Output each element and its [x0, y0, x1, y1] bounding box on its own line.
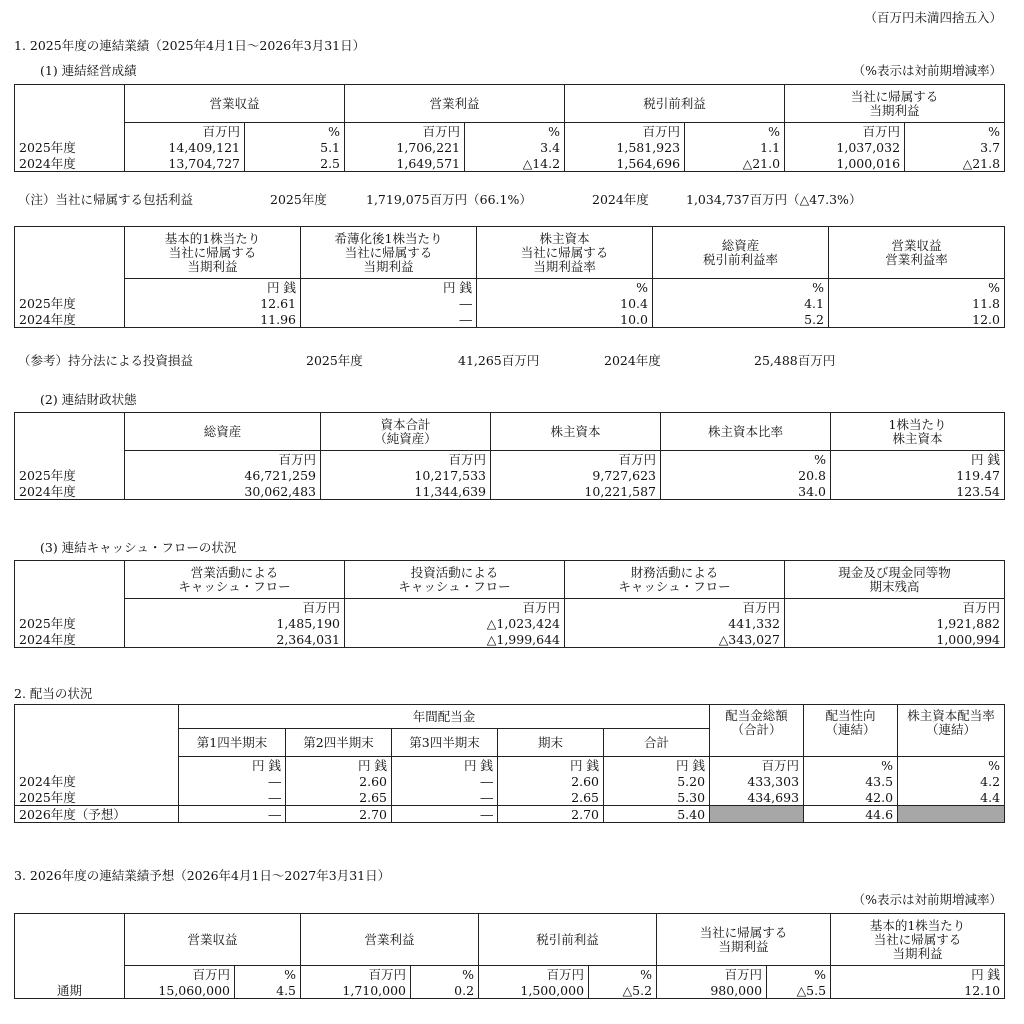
value-cell: △1,023,424 — [345, 615, 565, 631]
operating-results-table — [14, 84, 1005, 172]
value-cell: 5.30 — [604, 789, 710, 806]
col-header: 当社に帰属する 当期利益 — [785, 85, 1005, 123]
row-label: 通期 — [15, 982, 125, 999]
col-header: 営業収益 — [125, 914, 301, 966]
col-header: 株主資本 — [491, 413, 661, 451]
value-cell: ― — [392, 806, 498, 823]
note-value: 1,719,075百万円（66.1%） — [366, 192, 532, 207]
shaded-cell — [710, 806, 804, 823]
unit-cell: % — [905, 123, 1005, 140]
value-cell: 433,303 — [710, 773, 804, 789]
value-cell: 14,409,121 — [125, 139, 245, 155]
col-header: 税引前利益 — [479, 914, 657, 966]
row-label: 2024年度 — [15, 631, 125, 648]
shaded-cell — [898, 806, 1005, 823]
col-header: 配当性向 （連結） — [804, 705, 898, 757]
value-cell: 119.47 — [831, 467, 1005, 483]
value-cell: ― — [179, 806, 286, 823]
value-cell: ― — [392, 773, 498, 789]
unit-cell: 百万円 — [491, 451, 661, 468]
unit-cell: 円 銭 — [498, 757, 604, 774]
unit-cell: 百万円 — [345, 123, 465, 140]
unit-cell: 百万円 — [125, 123, 245, 140]
unit-cell: % — [411, 966, 479, 983]
col-header: 基本的1株当たり 当社に帰属する 当期利益 — [831, 914, 1005, 966]
table-row — [15, 982, 1005, 999]
col-header: 営業収益 営業利益率 — [829, 227, 1005, 279]
row-label: 2024年度 — [15, 155, 125, 172]
col-header: 営業利益 — [345, 85, 565, 123]
unit-cell: 百万円 — [301, 966, 411, 983]
value-cell: 2.60 — [498, 773, 604, 789]
unit-cell: 百万円 — [710, 757, 804, 774]
unit-cell: 百万円 — [565, 123, 685, 140]
value-cell: 1,706,221 — [345, 139, 465, 155]
value-cell: 1,710,000 — [301, 982, 411, 999]
col-header: 税引前利益 — [565, 85, 785, 123]
corner-cell — [15, 413, 125, 451]
note-value: 25,488百万円 — [754, 353, 836, 368]
value-cell: △21.0 — [685, 155, 785, 172]
unit-cell: 百万円 — [125, 966, 235, 983]
unit-cell: 百万円 — [565, 599, 785, 616]
col-header: 配当金総額 （合計） — [710, 705, 804, 757]
table-row — [15, 789, 1005, 806]
col-header: 希薄化後1株当たり 当社に帰属する 当期利益 — [301, 227, 477, 279]
unit-cell: 百万円 — [345, 599, 565, 616]
corner-cell — [15, 729, 179, 757]
unit-cell: % — [653, 279, 829, 296]
value-cell: 10.0 — [477, 311, 653, 328]
value-cell: 1,649,571 — [345, 155, 465, 172]
value-cell: △5.5 — [767, 982, 831, 999]
value-cell: 441,332 — [565, 615, 785, 631]
value-cell: 44.6 — [804, 806, 898, 823]
sub2-title: (2) 連結財政状態 — [40, 392, 137, 407]
value-cell: ― — [301, 295, 477, 311]
row-label: 2025年度 — [15, 615, 125, 631]
value-cell: 5.40 — [604, 806, 710, 823]
unit-cell: 円 銭 — [831, 451, 1005, 468]
unit-cell: % — [829, 279, 1005, 296]
col-header: 営業活動による キャッシュ・フロー — [125, 561, 345, 599]
comprehensive-income-note-label: （注）当社に帰属する包括利益 — [18, 192, 194, 207]
table-row — [15, 295, 1005, 311]
unit-cell: % — [477, 279, 653, 296]
value-cell: 34.0 — [661, 483, 831, 500]
row-label — [15, 966, 125, 983]
sub1-title: (1) 連結経営成績 — [40, 63, 137, 78]
col-header: 当社に帰属する 当期利益 — [657, 914, 831, 966]
table-row — [15, 773, 1005, 789]
corner-cell — [15, 914, 125, 966]
value-cell: 1,000,994 — [785, 631, 1005, 648]
unit-cell: 円 銭 — [286, 757, 392, 774]
value-cell: 11.96 — [125, 311, 301, 328]
section3-title: 3. 2026年度の連結業績予想（2026年4月1日～2027年3月31日） — [14, 868, 391, 883]
col-header: 期末 — [498, 729, 604, 757]
unit-cell: 百万円 — [125, 451, 321, 468]
value-cell: 15,060,000 — [125, 982, 235, 999]
value-cell: 123.54 — [831, 483, 1005, 500]
value-cell: 2.5 — [245, 155, 345, 172]
value-cell: 4.4 — [898, 789, 1005, 806]
col-header: 投資活動による キャッシュ・フロー — [345, 561, 565, 599]
value-cell: 2,364,031 — [125, 631, 345, 648]
col-header: 資本合計 （純資産） — [321, 413, 491, 451]
row-label: 2025年度 — [15, 789, 179, 806]
value-cell: 13,704,727 — [125, 155, 245, 172]
group-header: 年間配当金 — [179, 705, 710, 729]
note-year: 2024年度 — [604, 353, 661, 368]
value-cell: 43.5 — [804, 773, 898, 789]
unit-cell: 百万円 — [479, 966, 589, 983]
unit-cell: 百万円 — [657, 966, 767, 983]
value-cell: 1,485,190 — [125, 615, 345, 631]
value-cell: △14.2 — [465, 155, 565, 172]
table-row — [15, 467, 1005, 483]
unit-cell: 円 銭 — [604, 757, 710, 774]
unit-cell: % — [245, 123, 345, 140]
col-header: 株主資本比率 — [661, 413, 831, 451]
value-cell: 1,500,000 — [479, 982, 589, 999]
value-cell: 5.1 — [245, 139, 345, 155]
value-cell: 1,564,696 — [565, 155, 685, 172]
note-year: 2024年度 — [592, 192, 649, 207]
value-cell: △5.2 — [589, 982, 657, 999]
value-cell: ― — [179, 789, 286, 806]
value-cell: △21.8 — [905, 155, 1005, 172]
value-cell: ― — [392, 789, 498, 806]
value-cell: 5.2 — [653, 311, 829, 328]
value-cell: 10.4 — [477, 295, 653, 311]
value-cell: ― — [301, 311, 477, 328]
row-label — [15, 123, 125, 140]
unit-cell: 円 銭 — [831, 966, 1005, 983]
col-header: 第2四半期末 — [286, 729, 392, 757]
value-cell: 2.70 — [286, 806, 392, 823]
value-cell: 4.2 — [898, 773, 1005, 789]
col-header: 株主資本配当率 （連結） — [898, 705, 1005, 757]
row-label: 2024年度 — [15, 773, 179, 789]
col-header: 合計 — [604, 729, 710, 757]
note-year: 2025年度 — [270, 192, 327, 207]
sub3-title: (3) 連結キャッシュ・フローの状況 — [40, 540, 237, 555]
row-label — [15, 279, 125, 296]
corner-cell — [15, 561, 125, 599]
col-header: 営業利益 — [301, 914, 479, 966]
value-cell: 30,062,483 — [125, 483, 321, 500]
value-cell: 4.5 — [235, 982, 301, 999]
row-label — [15, 599, 125, 616]
forecast-table — [14, 913, 1005, 999]
row-label: 2025年度 — [15, 139, 125, 155]
cash-flow-table — [14, 560, 1005, 648]
table-row — [15, 139, 1005, 155]
section1-title: 1. 2025年度の連結業績（2025年4月1日～2026年3月31日） — [14, 38, 366, 53]
unit-cell: 円 銭 — [301, 279, 477, 296]
unit-cell: 百万円 — [321, 451, 491, 468]
corner-cell — [15, 85, 125, 123]
row-label — [15, 451, 125, 468]
unit-cell: % — [767, 966, 831, 983]
row-label: 2025年度 — [15, 295, 125, 311]
unit-cell: 百万円 — [785, 599, 1005, 616]
col-header: 総資産 — [125, 413, 321, 451]
value-cell: 1,581,923 — [565, 139, 685, 155]
value-cell: 1,921,882 — [785, 615, 1005, 631]
value-cell: 2.70 — [498, 806, 604, 823]
corner-cell — [15, 227, 125, 279]
row-label: 2024年度 — [15, 311, 125, 328]
col-header: 第1四半期末 — [179, 729, 286, 757]
value-cell: 10,217,533 — [321, 467, 491, 483]
value-cell: △343,027 — [565, 631, 785, 648]
table-row — [15, 631, 1005, 648]
per-share-table — [14, 226, 1005, 328]
value-cell: 2.65 — [286, 789, 392, 806]
col-header: 第3四半期末 — [392, 729, 498, 757]
col-header: 現金及び現金同等物 期末残高 — [785, 561, 1005, 599]
unit-cell: % — [898, 757, 1005, 774]
row-label: 2026年度（予想） — [15, 806, 179, 823]
note-value: 41,265百万円 — [458, 353, 540, 368]
unit-cell: 円 銭 — [392, 757, 498, 774]
value-cell: 10,221,587 — [491, 483, 661, 500]
value-cell: 3.7 — [905, 139, 1005, 155]
col-header: 財務活動による キャッシュ・フロー — [565, 561, 785, 599]
table-row — [15, 311, 1005, 328]
corner-cell — [15, 705, 179, 729]
value-cell: 4.1 — [653, 295, 829, 311]
unit-cell: % — [661, 451, 831, 468]
value-cell: ― — [179, 773, 286, 789]
value-cell: 2.65 — [498, 789, 604, 806]
section3-note: （%表示は対前期増減率） — [852, 892, 1002, 907]
value-cell: 12.0 — [829, 311, 1005, 328]
value-cell: 0.2 — [411, 982, 479, 999]
col-header: 1株当たり 株主資本 — [831, 413, 1005, 451]
col-header: 株主資本 当社に帰属する 当期利益率 — [477, 227, 653, 279]
table-row — [15, 615, 1005, 631]
value-cell: 434,693 — [710, 789, 804, 806]
dividend-table — [14, 704, 1005, 823]
row-label — [15, 757, 179, 774]
table-row — [15, 155, 1005, 172]
value-cell: 12.61 — [125, 295, 301, 311]
col-header: 営業収益 — [125, 85, 345, 123]
row-label: 2025年度 — [15, 467, 125, 483]
value-cell: 1.1 — [685, 139, 785, 155]
note-value: 1,034,737百万円（△47.3%） — [686, 192, 862, 207]
unit-cell: 百万円 — [785, 123, 905, 140]
value-cell: 42.0 — [804, 789, 898, 806]
equity-method-note-label: （参考）持分法による投資損益 — [18, 353, 194, 368]
value-cell: 9,727,623 — [491, 467, 661, 483]
unit-cell: % — [589, 966, 657, 983]
sub1-note: （%表示は対前期増減率） — [852, 63, 1002, 78]
financial-position-table — [14, 412, 1005, 500]
unit-cell: 百万円 — [125, 599, 345, 616]
value-cell: 1,000,016 — [785, 155, 905, 172]
section2-title: 2. 配当の状況 — [14, 686, 93, 701]
unit-cell: % — [465, 123, 565, 140]
unit-cell: 円 銭 — [125, 279, 301, 296]
value-cell: 11,344,639 — [321, 483, 491, 500]
value-cell: 46,721,259 — [125, 467, 321, 483]
value-cell: 5.20 — [604, 773, 710, 789]
row-label: 2024年度 — [15, 483, 125, 500]
value-cell: 12.10 — [831, 982, 1005, 999]
unit-cell: % — [235, 966, 301, 983]
table-row — [15, 483, 1005, 500]
value-cell: 980,000 — [657, 982, 767, 999]
note-year: 2025年度 — [306, 353, 363, 368]
value-cell: 11.8 — [829, 295, 1005, 311]
value-cell: 20.8 — [661, 467, 831, 483]
unit-cell: 円 銭 — [179, 757, 286, 774]
unit-cell: % — [685, 123, 785, 140]
unit-cell: % — [804, 757, 898, 774]
table-row — [15, 806, 1005, 823]
unit-note: （百万円未満四捨五入） — [864, 10, 1002, 25]
value-cell: 1,037,032 — [785, 139, 905, 155]
value-cell: 3.4 — [465, 139, 565, 155]
value-cell: △1,999,644 — [345, 631, 565, 648]
col-header: 基本的1株当たり 当社に帰属する 当期利益 — [125, 227, 301, 279]
col-header: 総資産 税引前利益率 — [653, 227, 829, 279]
value-cell: 2.60 — [286, 773, 392, 789]
